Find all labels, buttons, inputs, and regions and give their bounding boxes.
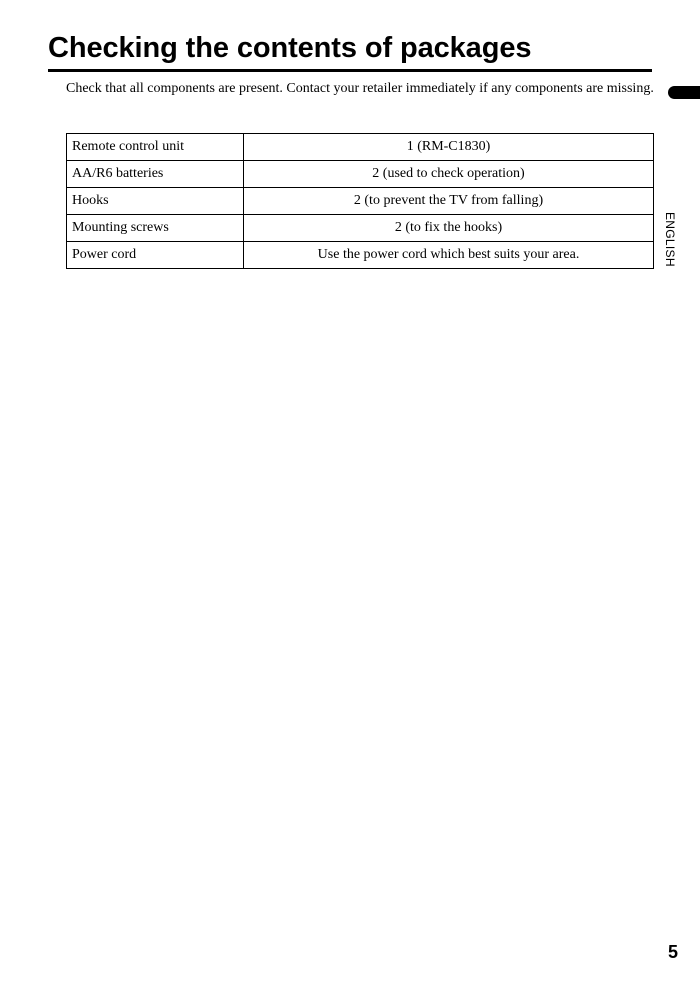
item-quantity-cell: 1 (RM-C1830)	[244, 134, 654, 161]
item-name-cell: AA/R6 batteries	[67, 161, 244, 188]
language-tab-marker	[668, 86, 700, 99]
page-title: Checking the contents of packages	[48, 32, 532, 64]
table-row	[67, 134, 654, 161]
package-contents-table	[66, 133, 654, 269]
intro-paragraph: Check that all components are present. Contact your retailer immediately if any components are missing.	[66, 81, 654, 96]
title-underline	[48, 69, 652, 72]
table-row	[67, 215, 654, 242]
table-row	[67, 161, 654, 188]
page-number: 5	[668, 942, 679, 962]
item-name-cell: Hooks	[67, 188, 244, 215]
table-row	[67, 242, 654, 269]
table-row	[67, 188, 654, 215]
language-side-label: ENGLISH	[663, 212, 677, 267]
item-name-cell: Mounting screws	[67, 215, 244, 242]
item-name-cell: Power cord	[67, 242, 244, 269]
item-quantity-cell: 2 (to prevent the TV from falling)	[244, 188, 654, 215]
item-quantity-cell: 2 (to fix the hooks)	[244, 215, 654, 242]
item-quantity-cell: Use the power cord which best suits your area.	[244, 242, 654, 269]
item-name-cell: Remote control unit	[67, 134, 244, 161]
item-quantity-cell: 2 (used to check operation)	[244, 161, 654, 188]
